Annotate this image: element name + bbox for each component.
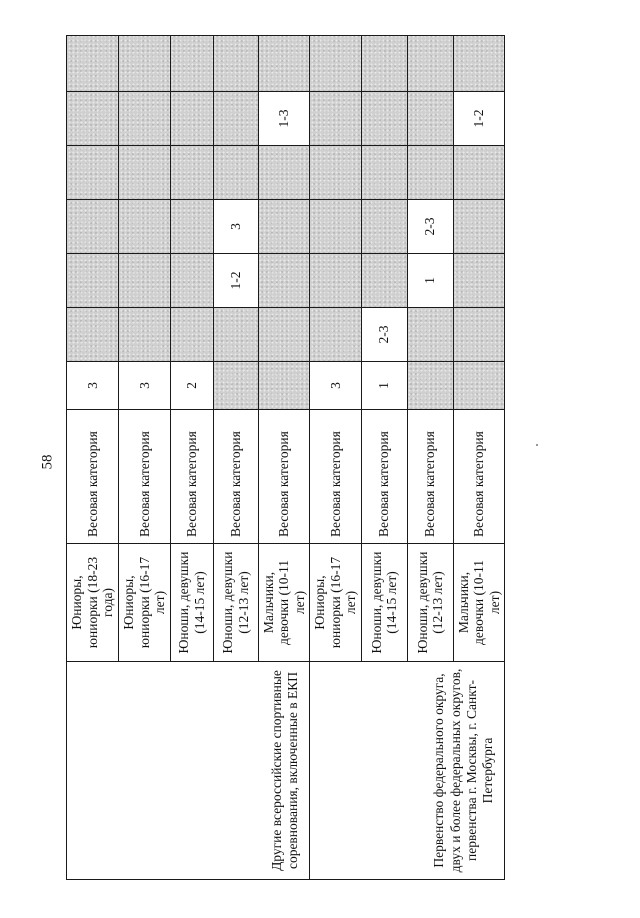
place-cell — [67, 200, 119, 254]
age-group: Юноши, девушки (12-13 лет) — [213, 544, 258, 662]
table-row — [67, 36, 119, 880]
place-cell — [310, 92, 362, 146]
place-cell — [258, 254, 310, 308]
place-cell — [258, 36, 310, 92]
place-cell — [170, 92, 213, 146]
place-cell — [407, 36, 453, 92]
place-cell: 3 — [213, 200, 258, 254]
place-cell: 3 — [310, 362, 362, 410]
page-number: 58 — [39, 454, 56, 470]
place-cell: 2 — [170, 362, 213, 410]
place-cell — [361, 254, 407, 308]
age-group: Юноши, девушки (14-15 лет) — [361, 544, 407, 662]
place-cell: 2-3 — [407, 200, 453, 254]
age-group: Юноши, девушки (12-13 лет) — [407, 544, 453, 662]
scan-speck — [536, 444, 538, 446]
place-cell — [310, 308, 362, 362]
place-cell — [361, 146, 407, 200]
weight-category: Весовая категория — [453, 410, 505, 544]
place-cell — [258, 146, 310, 200]
place-cell: 3 — [119, 362, 171, 410]
weight-category: Весовая категория — [310, 410, 362, 544]
place-cell — [170, 146, 213, 200]
place-cell — [361, 36, 407, 92]
place-cell: 1-2 — [453, 92, 505, 146]
place-cell: 1-3 — [258, 92, 310, 146]
place-cell — [119, 92, 171, 146]
place-cell — [170, 308, 213, 362]
competition-name: Другие всероссийские спортивные соревнования, включенные в ЕКП — [67, 662, 310, 880]
weight-category: Весовая категория — [361, 410, 407, 544]
place-cell: 3 — [67, 362, 119, 410]
place-cell — [170, 36, 213, 92]
weight-category: Весовая категория — [67, 410, 119, 544]
place-cell — [453, 36, 505, 92]
competition-name: Первенство федерального округа, двух и более федеральных округов, первенства г. Москвы, г. Санкт-Петербурга — [310, 662, 505, 880]
place-cell — [361, 200, 407, 254]
place-cell — [119, 254, 171, 308]
place-cell: 2-3 — [361, 308, 407, 362]
weight-category: Весовая категория — [213, 410, 258, 544]
place-cell — [67, 254, 119, 308]
place-cell — [310, 254, 362, 308]
place-cell — [310, 200, 362, 254]
table-body — [67, 36, 505, 880]
place-cell — [213, 362, 258, 410]
place-cell — [119, 308, 171, 362]
place-cell — [310, 146, 362, 200]
place-cell — [258, 308, 310, 362]
place-cell — [453, 146, 505, 200]
weight-category: Весовая категория — [407, 410, 453, 544]
place-cell — [67, 92, 119, 146]
place-cell — [213, 36, 258, 92]
place-cell — [258, 362, 310, 410]
age-group: Юниоры, юниорки (18-23 года) — [67, 544, 119, 662]
place-cell — [67, 308, 119, 362]
place-cell — [67, 146, 119, 200]
place-cell — [407, 308, 453, 362]
place-cell — [67, 36, 119, 92]
place-cell — [407, 362, 453, 410]
place-cell — [453, 362, 505, 410]
place-cell — [119, 200, 171, 254]
table-frame — [66, 36, 502, 880]
place-cell: 1 — [407, 254, 453, 308]
place-cell: 1 — [361, 362, 407, 410]
weight-category: Весовая категория — [170, 410, 213, 544]
place-cell — [453, 200, 505, 254]
place-cell — [407, 146, 453, 200]
rotated-table-container — [66, 36, 502, 880]
place-cell — [213, 146, 258, 200]
place-cell — [310, 36, 362, 92]
place-cell — [258, 200, 310, 254]
weight-category: Весовая категория — [258, 410, 310, 544]
place-cell — [407, 92, 453, 146]
age-group: Юниоры, юниорки (16-17 лет) — [119, 544, 171, 662]
place-cell — [119, 146, 171, 200]
place-cell — [361, 92, 407, 146]
place-cell — [119, 36, 171, 92]
table-row — [310, 36, 362, 880]
place-cell — [213, 92, 258, 146]
sports-category-table — [66, 35, 505, 880]
weight-category: Весовая категория — [119, 410, 171, 544]
place-cell — [170, 254, 213, 308]
place-cell — [453, 254, 505, 308]
age-group: Мальчики, девочки (10-11 лет) — [258, 544, 310, 662]
place-cell — [453, 308, 505, 362]
age-group: Мальчики, девочки (10-11 лет) — [453, 544, 505, 662]
place-cell: 1-2 — [213, 254, 258, 308]
place-cell — [213, 308, 258, 362]
age-group: Юниоры, юниорки (16-17 лет) — [310, 544, 362, 662]
place-cell — [170, 200, 213, 254]
age-group: Юноши, девушки (14-15 лет) — [170, 544, 213, 662]
